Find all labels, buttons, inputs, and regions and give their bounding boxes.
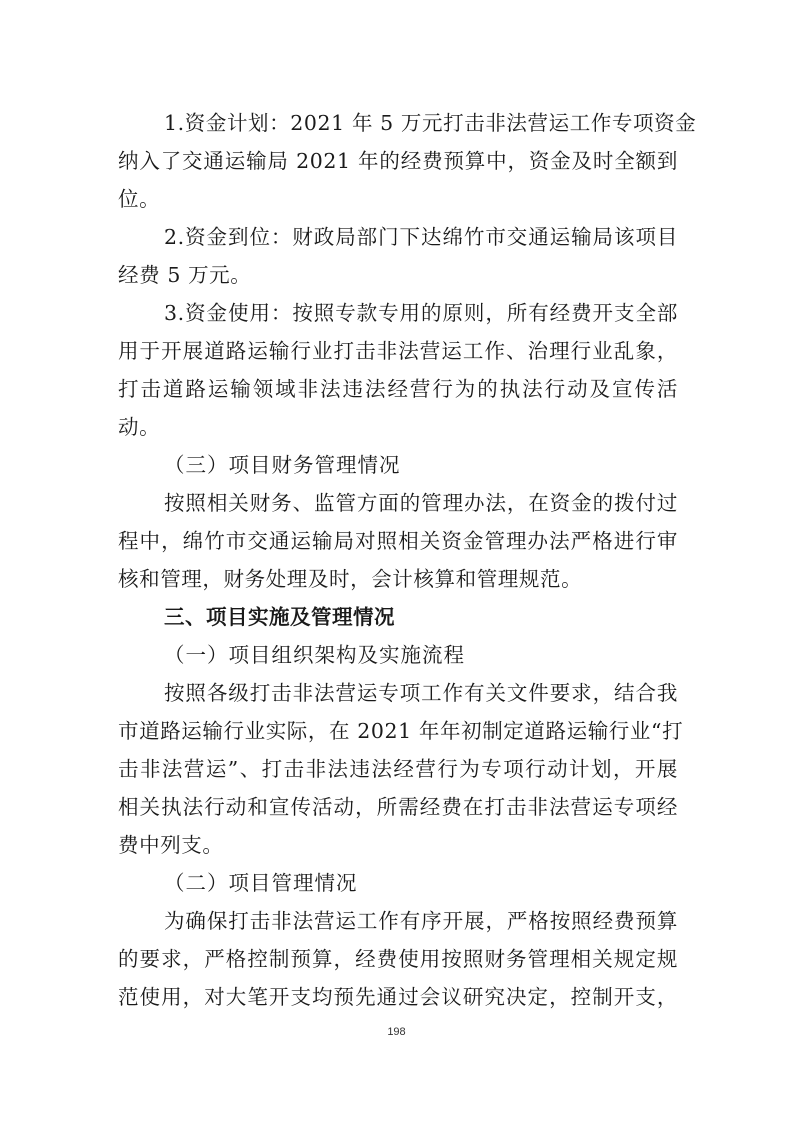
text-line: 经费 5 万元。 bbox=[118, 263, 252, 287]
text-line: 程中，绵竹市交通运输局对照相关资金管理办法严格进行审 bbox=[118, 529, 678, 553]
text-line: 1.资金计划：2021 年 5 万元打击非法营运工作专项资金 bbox=[164, 111, 697, 135]
text-line: 费中列支。 bbox=[118, 833, 224, 857]
text-line: 3.资金使用：按照专款专用的原则，所有经费开支全部 bbox=[164, 301, 678, 325]
section-heading: （三）项目财务管理情况 bbox=[164, 453, 401, 477]
text-line: 位。 bbox=[118, 187, 161, 211]
text-line: 用于开展道路运输行业打击非法营运工作、治理行业乱象， bbox=[118, 339, 678, 363]
text-line: 击非法营运”、打击非法违法经营行为专项行动计划，开展 bbox=[118, 757, 678, 781]
section-heading: （二）项目管理情况 bbox=[164, 871, 358, 895]
text-line: 按照相关财务、监管方面的管理办法，在资金的拨付过 bbox=[164, 491, 678, 515]
text-line: 动。 bbox=[118, 415, 161, 439]
text-line: 范使用，对大笔开支均预先通过会议研究决定，控制开支， bbox=[118, 985, 678, 1009]
text-line: 的要求，严格控制预算，经费使用按照财务管理相关规定规 bbox=[118, 947, 678, 971]
text-line: 市道路运输行业实际，在 2021 年年初制定道路运输行业“打 bbox=[118, 719, 684, 743]
text-line: 核和管理，财务处理及时，会计核算和管理规范。 bbox=[118, 567, 583, 591]
section-heading: 三、项目实施及管理情况 bbox=[164, 605, 395, 629]
text-line: 纳入了交通运输局 2021 年的经费预算中，资金及时全额到 bbox=[118, 149, 678, 173]
text-line: 2.资金到位：财政局部门下达绵竹市交通运输局该项目 bbox=[164, 225, 678, 249]
text-line: 按照各级打击非法营运专项工作有关文件要求，结合我 bbox=[164, 681, 678, 705]
page-number: 198 bbox=[387, 1026, 406, 1038]
section-heading: （一）项目组织架构及实施流程 bbox=[164, 643, 465, 667]
text-line: 为确保打击非法营运工作有序开展，严格按照经费预算 bbox=[164, 909, 678, 933]
text-line: 打击道路运输领域非法违法经营行为的执法行动及宣传活 bbox=[118, 377, 678, 401]
text-line: 相关执法行动和宣传活动，所需经费在打击非法营运专项经 bbox=[118, 795, 678, 819]
